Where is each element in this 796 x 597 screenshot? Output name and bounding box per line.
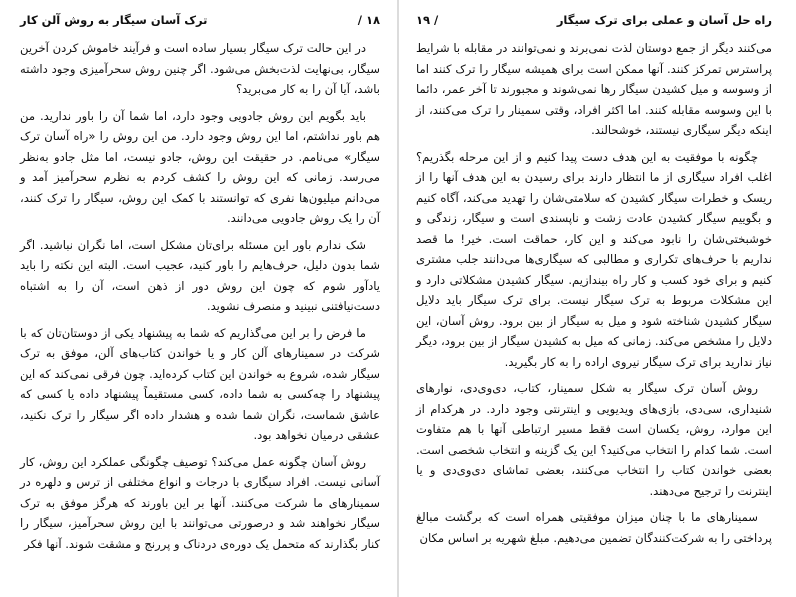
page-number-18: ۱۸ /: [357, 13, 380, 27]
right-body-text: [416, 38, 772, 548]
right-paragraph-3: روش آسان ترک سیگار به شکل سمینار، کتاب، دی‌وی‌دی، نوارهای شنیداری، سی‌دی، بازی‌های ویدیویی و اینترنتی وجود دارد. در هرکدام از این موارد، روش، یکسان است فقط مسیر ارتباطی آنها با هم متفاوت است. شما کدام را انتخاب می‌کنید؟ این یک گزینه و انتخاب شخصی است. بعضی خواندن کتاب را انتخاب می‌کنند، بعضی تماشای دی‌وی‌دی و یا اینترنت را ترجیح می‌دهند.: [416, 381, 772, 498]
left-running-head: [20, 10, 380, 30]
right-paragraph-2: چگونه با موفقیت به این هدف دست پیدا کنیم و از این مرحله بگذریم؟ اغلب افراد سیگاری از ما انتظار دارند برای رسیدن به این هدف آنها را از ریسک و خطرات سیگار کشیدن که سلامتی‌شان را تهدید می‌کند، آگاه کنیم و بگوییم سیگار کشیدن عادت زشت و ناپسندی است و سیگار، زندگی و خوشبختی‌شان را نابود می‌کند و این کار، حماقت است. خیر! ما قصد نداریم با حرف‌های تکراری و مطالبی که سیگاری‌ها می‌دانند جلب مشتری کنیم و برای خود کسب و کار راه بیندازیم. سیگار کشیدن مشکلاتی دارد و این مشکلات مربوط به ترک سیگار نیست. برای ترک سیگار باید دلایل سیگار کشیدن شناخته شود و میل به سیگار از بین برود. روش آسان، این دلایل را مشخص می‌کند. زمانی که میل به کشیدن سیگار از بین برود، دیگر نیاز ندارید برای ترک سیگار نیروی اراده را به کار بگیرید.: [416, 149, 772, 369]
left-running-title: ترک آسان سیگار به روش آلن کار: [20, 13, 208, 27]
left-paragraph-5: روش آسان چگونه عمل می‌کند؟ توصیف چگونگی عملکرد این روش، کار آسانی نیست. افراد سیگاری با درجات و انواع مختلفی از ترس و دلهره در سمینارهای ما شرکت می‌کنند. آنها بر این باورند که هرگز موفق به ترک سیگار نخواهند شد و درصورتی می‌توانند با این روش سحرآمیز، سیگار را کنار بگذارند که متحمل یک دوره‌ی دردناک و پررنج و مشقت شوند. آنها فکر: [20, 454, 380, 551]
left-paragraph-3: شک ندارم باور این مسئله برای‌تان مشکل است، اما نگران نباشید. اگر شما بدون دلیل، حرف‌هایم را باور کنید، عجیب است. البته این نکته را باید یادآور شوم که چون این روش دور از ذهن است، آن را به اشتباه دست‌نیافتنی نبینید و منصرف نشوید.: [20, 237, 380, 313]
left-body-text: [20, 38, 380, 554]
right-paragraph-1: می‌کنند دیگر از جمع دوستان لذت نمی‌برند و نمی‌توانند در مقابله با شرایط پراسترس تمرکز کنند. آنها ممکن است برای همیشه سیگار را ترک کنند اما از وسوسه و میل کشیدن سیگار رها نمی‌شوند و مجبورند تا آخر عمر، دائما با این وسوسه مقابله کنند. اما اکثر افراد، وقتی سمینار را ترک می‌کنند، از اینکه دیگر سیگاری نیستند، خوشحالند.: [416, 41, 772, 137]
left-paragraph-2: باید بگویم این روش جادویی وجود دارد، اما شما آن را باور ندارید. من هم باور نداشتم، اما این روش وجود دارد. من این روش را «راه آسان ترک سیگار» می‌نامم. در حقیقت این روش، جادو نیست، اما مثل جادو به‌نظر می‌رسد. زمانی که این روش را کشف کردم به نظرم سحرآمیز آمد و می‌دانم میلیون‌ها نفری که توانستند با کمک این روش، سیگار را ترک کنند، آن را یک روش جادویی می‌دانند.: [20, 108, 380, 225]
right-page: [398, 0, 796, 597]
right-running-head: [416, 10, 772, 30]
page-number-19: / ۱۹: [416, 13, 439, 27]
left-paragraph-4: ما فرض را بر این می‌گذاریم که شما به پیشنهاد یکی از دوستان‌تان که با شرکت در سمینارهای آلن کار و یا خواندن کتاب‌های آلن، موفق به ترک سیگار شده، شروع به خواندن این کتاب کرده‌اید. چون فرقی نمی‌کند که این پیشنهاد را چه‌کسی به شما داده، کسی مستقیماً پیشنهاد داده یا کسی که عاشق شماست، نگران شما شده و هشدار داده اگر سیگار را ترک نکنید، عشقی درمیان نخواهد بود.: [20, 325, 380, 442]
right-paragraph-4: سمینارهای ما با چنان میزان موفقیتی همراه است که برگشت مبالغ پرداختی را به شرکت‌کنندگان تضمین می‌دهیم. مبلغ شهریه بر اساس مکان: [416, 510, 772, 545]
right-running-title: راه حل آسان و عملی برای ترک سیگار: [556, 13, 772, 27]
left-paragraph-1: در این حالت ترک سیگار بسیار ساده است و فرآیند خاموش کردن آخرین سیگار، بی‌نهایت لذت‌بخش می‌شود. اگر چنین روش سحرآمیزی وجود داشته باشد، آیا آن را به کار می‌برید؟: [20, 41, 380, 96]
